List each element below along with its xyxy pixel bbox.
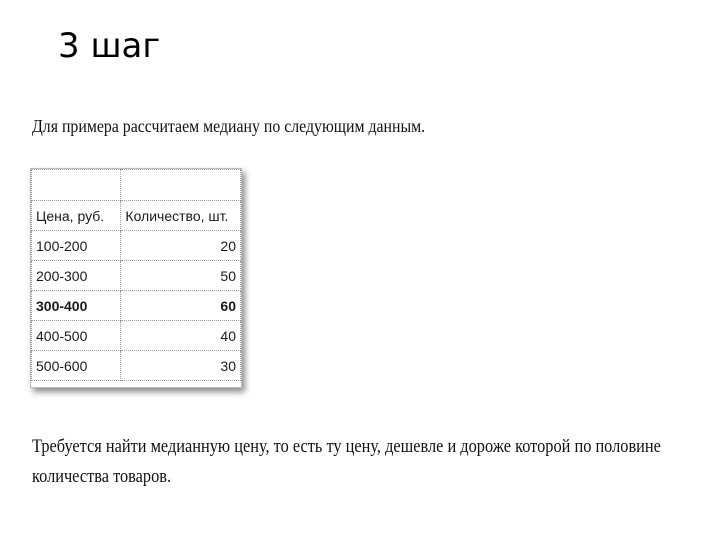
task-line-2: количества товаров. [32,466,172,487]
table-cell [32,170,121,201]
table-row [32,231,241,261]
task-line-1: Требуется найти медианную цену, то есть ту цену, дешевле и дороже которой по половине [32,436,661,457]
price-cell: 200-300 [32,261,121,291]
data-table [31,169,241,381]
table-row-highlighted [32,291,241,321]
table-cell [121,170,241,201]
price-cell: 400-500 [32,321,121,351]
task-paragraph [32,432,686,492]
data-table-image [30,168,242,388]
table-row [32,321,241,351]
header-quantity: Количество, шт. [121,201,241,231]
table-row [32,351,241,381]
table-empty-row [32,170,241,201]
quantity-cell: 50 [121,261,241,291]
price-cell: 500-600 [32,351,121,381]
quantity-cell: 30 [121,351,241,381]
price-cell: 300-400 [32,291,121,321]
intro-text: Для примера рассчитаем медиану по следующим данным. [32,116,426,136]
slide-title: 3 шаг [58,26,161,66]
price-cell: 100-200 [32,231,121,261]
table-row [32,261,241,291]
quantity-cell: 60 [121,291,241,321]
quantity-cell: 20 [121,231,241,261]
table-header-row [32,201,241,231]
header-price: Цена, руб. [32,201,121,231]
quantity-cell: 40 [121,321,241,351]
